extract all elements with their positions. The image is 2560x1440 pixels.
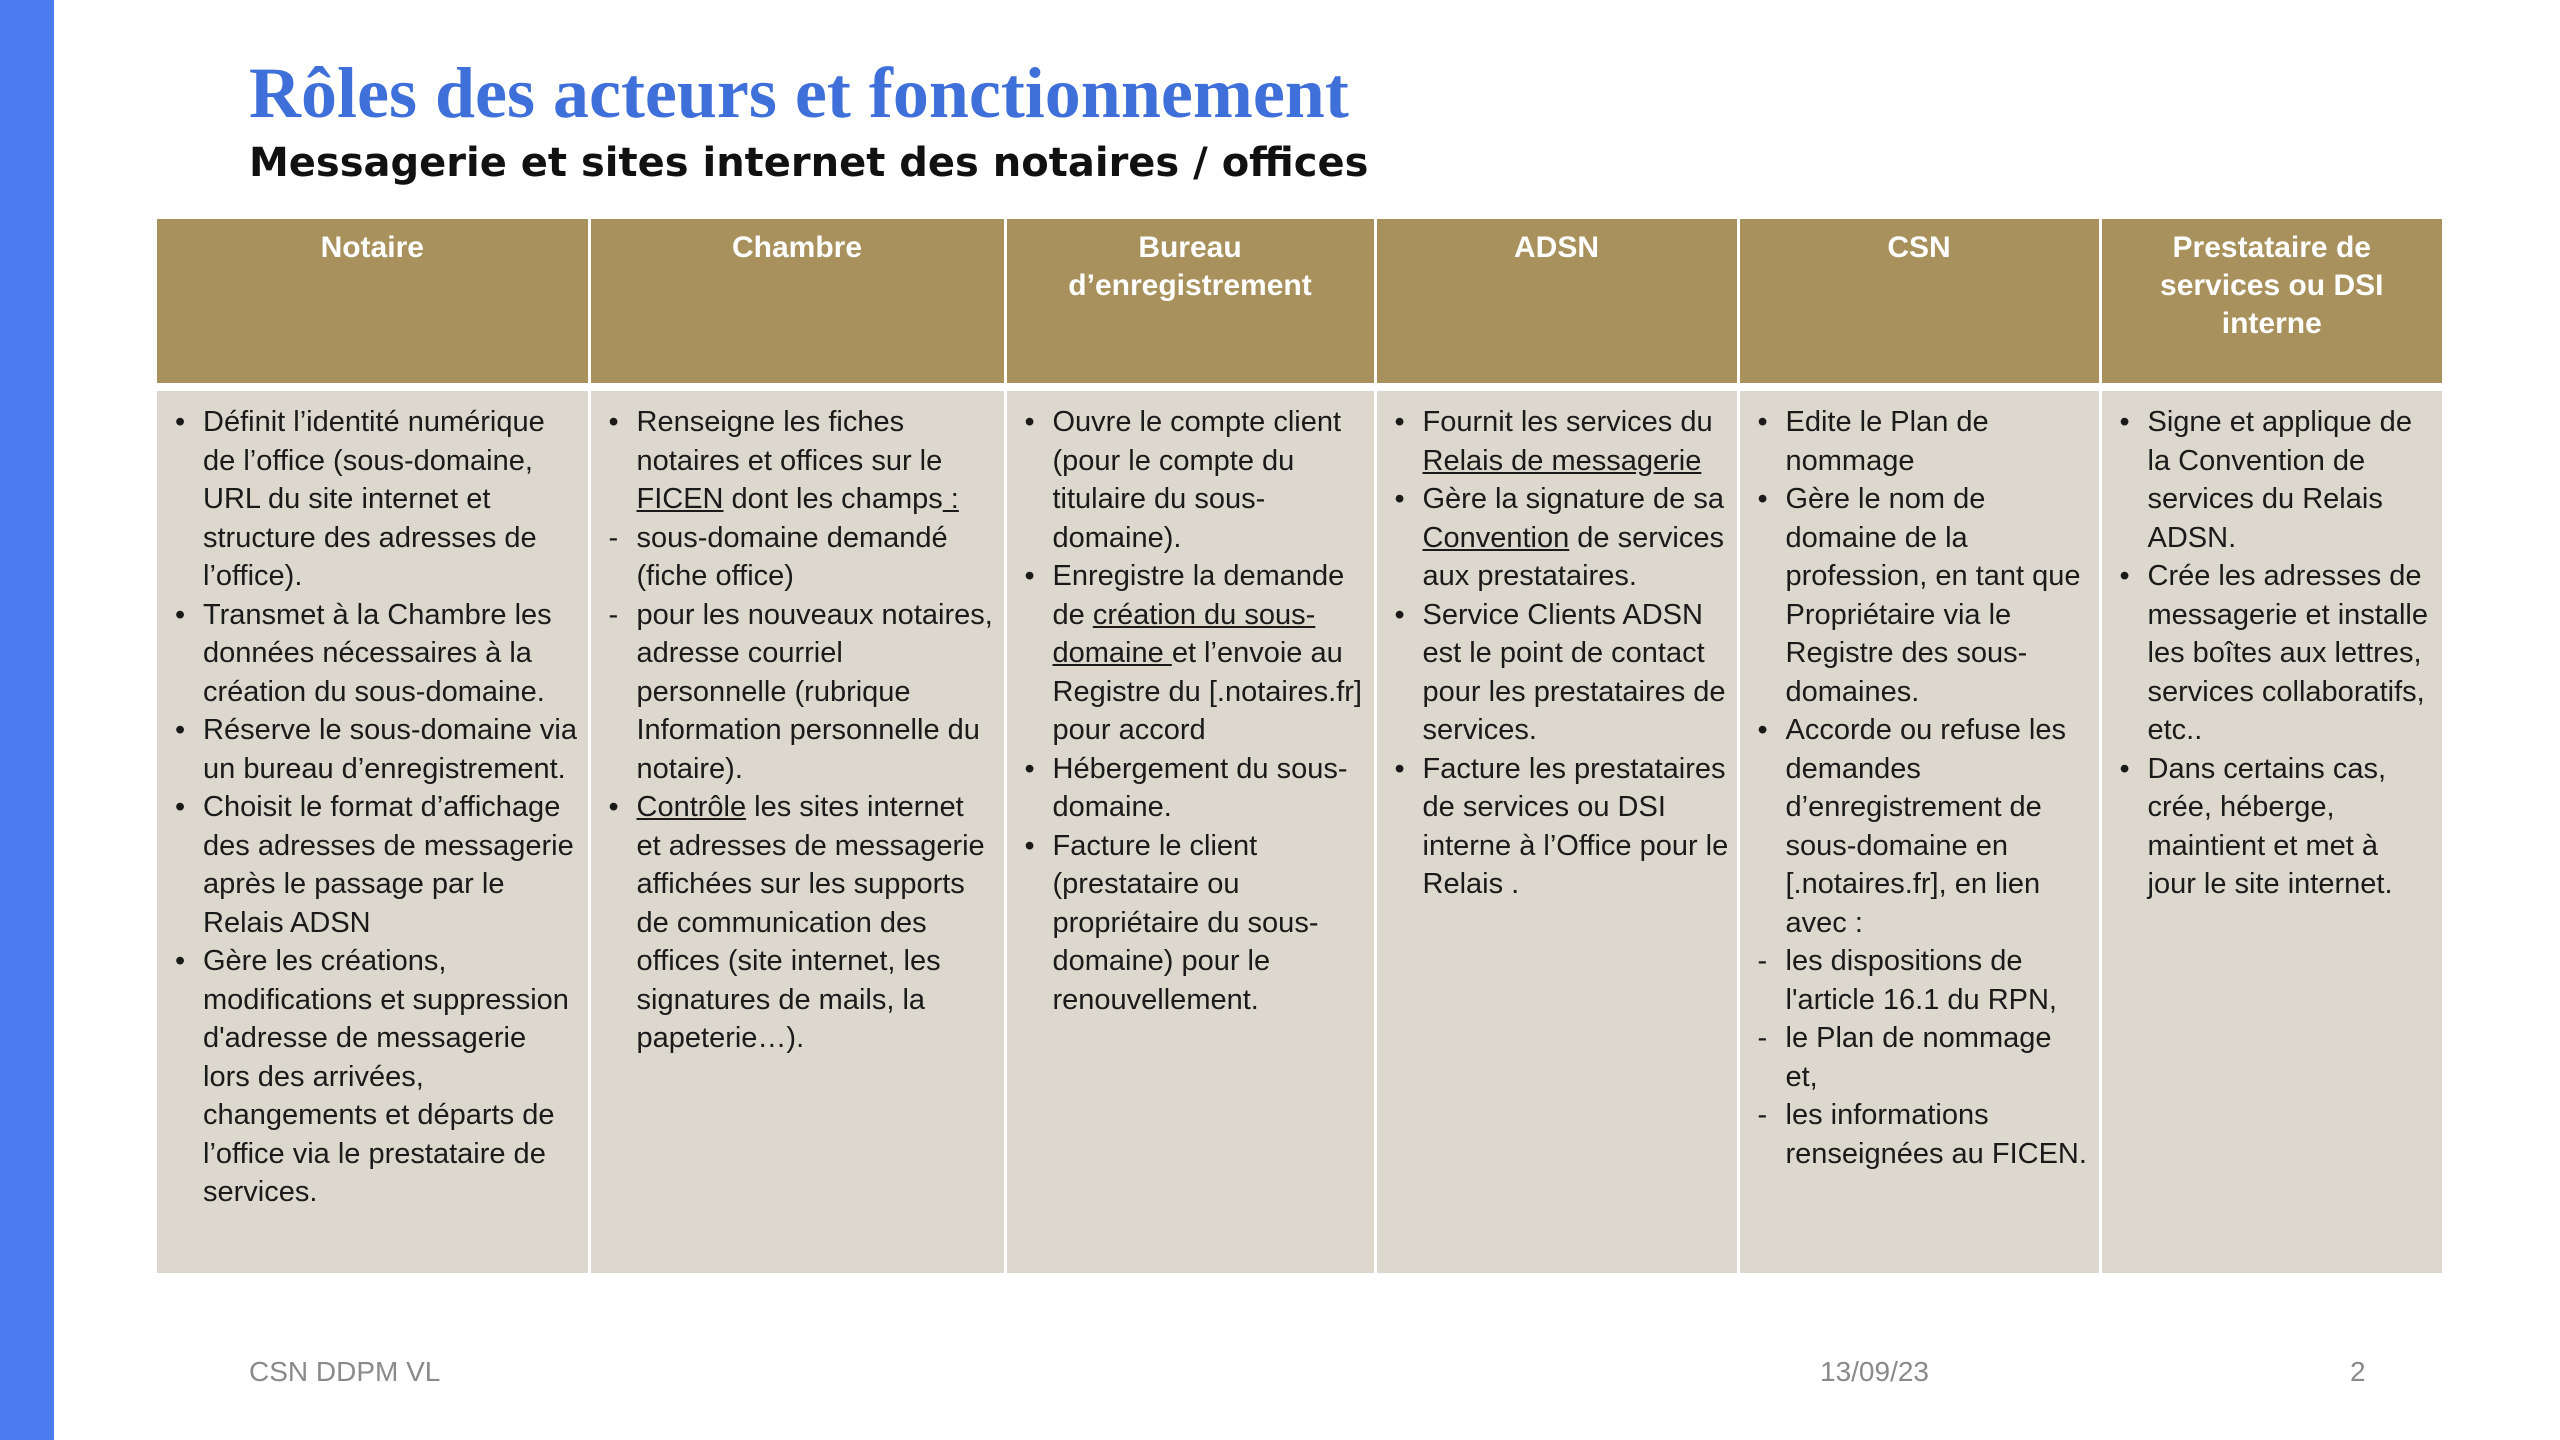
- list-item: • Enregistre la demande de création du sous-domaine et l’envoie au Registre du [.notaires.fr] pour accord: [1017, 557, 1366, 750]
- list-item: • Accorde ou refuse les demandes d’enregistrement de sous-domaine en [.notaires.fr], en lien avec :: [1750, 711, 2091, 942]
- list-item: • Edite le Plan de nommage: [1750, 403, 2091, 480]
- relais-messagerie-link: Relais de messagerie: [1422, 444, 1702, 477]
- cell-csn: [1738, 387, 2100, 1273]
- ficen-link: FICEN: [636, 483, 724, 515]
- page-number: 2: [2350, 1356, 2366, 1387]
- list-item: • Gère les créations, modifications et suppression d'adresse de messagerie lors des arrivées, changements et départs de l’office via le prestataire de services.: [167, 942, 580, 1212]
- list-item: • Choisit le format d’affichage des adresses de messagerie après le passage par le Relais ADSN: [167, 788, 580, 942]
- sub-item: - le Plan de nommage et,: [1750, 1019, 2091, 1096]
- list-item: • Gère la signature de sa Convention de services aux prestataires.: [1387, 480, 1729, 596]
- cell-notaire: [157, 387, 589, 1273]
- sub-item: - pour les nouveaux notaires, adresse courriel personnelle (rubrique Information personnelle du notaire).: [601, 596, 996, 789]
- header-chambre: Chambre: [589, 219, 1005, 387]
- cell-adsn: [1375, 387, 1738, 1273]
- header-csn: CSN: [1738, 219, 2100, 387]
- list-item: • Gère le nom de domaine de la profession, en tant que Propriétaire via le Registre des sous-domaines.: [1750, 480, 2091, 711]
- footer-date: 13/09/23: [1820, 1356, 1929, 1387]
- sub-item: - les dispositions de l'article 16.1 du RPN,: [1750, 942, 2091, 1019]
- controle-link: Contrôle: [636, 791, 747, 823]
- footer-label: CSN DDPM VL: [249, 1356, 441, 1387]
- list-item: • Fournit les services du Relais de messagerie: [1387, 403, 1729, 480]
- list-item: • Définit l’identité numérique de l’office (sous-domaine, URL du site internet et structure des adresses de l’office).: [167, 403, 580, 596]
- list-item: • Ouvre le compte client (pour le compte du titulaire du sous-domaine).: [1017, 403, 1366, 557]
- convention-link: Convention: [1422, 521, 1570, 554]
- cell-bureau: [1005, 387, 1375, 1273]
- list-item: • Crée les adresses de messagerie et installe les boîtes aux lettres, services collaboratifs, etc..: [2112, 557, 2435, 750]
- header-notaire: Notaire: [157, 219, 589, 387]
- roles-table: [157, 219, 2442, 1273]
- list-item: • Facture le client (prestataire ou propriétaire du sous-domaine) pour le renouvellement.: [1017, 827, 1366, 1020]
- cell-prestataire: [2100, 387, 2442, 1273]
- creation-sous-domaine-link: création du sous-domaine: [1052, 598, 1316, 669]
- list-item: • Transmet à la Chambre les données nécessaires à la création du sous-domaine.: [167, 596, 580, 712]
- list-item: • Facture les prestataires de services ou DSI interne à l’Office pour le Relais .: [1387, 750, 1729, 904]
- slide-title: Rôles des acteurs et fonctionnement: [249, 53, 1349, 133]
- list-item: • Dans certains cas, crée, héberge, maintient et met à jour le site internet.: [2112, 750, 2435, 904]
- header-adsn: ADSN: [1375, 219, 1738, 387]
- header-prestataire: Prestataire de services ou DSI interne: [2100, 219, 2442, 387]
- table-row: [157, 387, 2442, 1273]
- sub-item: - les informations renseignées au FICEN.: [1750, 1096, 2091, 1173]
- list-item: • Signe et applique de la Convention de services du Relais ADSN.: [2112, 403, 2435, 557]
- list-item: • Renseigne les fiches notaires et offices sur le FICEN dont les champs :: [601, 403, 996, 519]
- sub-item: - sous-domaine demandé (fiche office): [601, 519, 996, 596]
- table-header-row: [157, 219, 2442, 387]
- list-item: • Réserve le sous-domaine via un bureau d’enregistrement.: [167, 711, 580, 788]
- list-item: • Contrôle les sites internet et adresses de messagerie affichées sur les supports de communication des offices (site internet, les signatures de mails, la papeterie…).: [601, 788, 996, 1058]
- left-accent-bar: [0, 0, 54, 1440]
- cell-chambre: [589, 387, 1005, 1273]
- list-item: • Hébergement du sous-domaine.: [1017, 750, 1366, 827]
- header-bureau-enregistrement: Bureau d’enregistrement: [1005, 219, 1375, 387]
- list-item: • Service Clients ADSN est le point de contact pour les prestataires de services.: [1387, 596, 1729, 750]
- slide-subtitle: Messagerie et sites internet des notaires / offices: [249, 140, 1369, 186]
